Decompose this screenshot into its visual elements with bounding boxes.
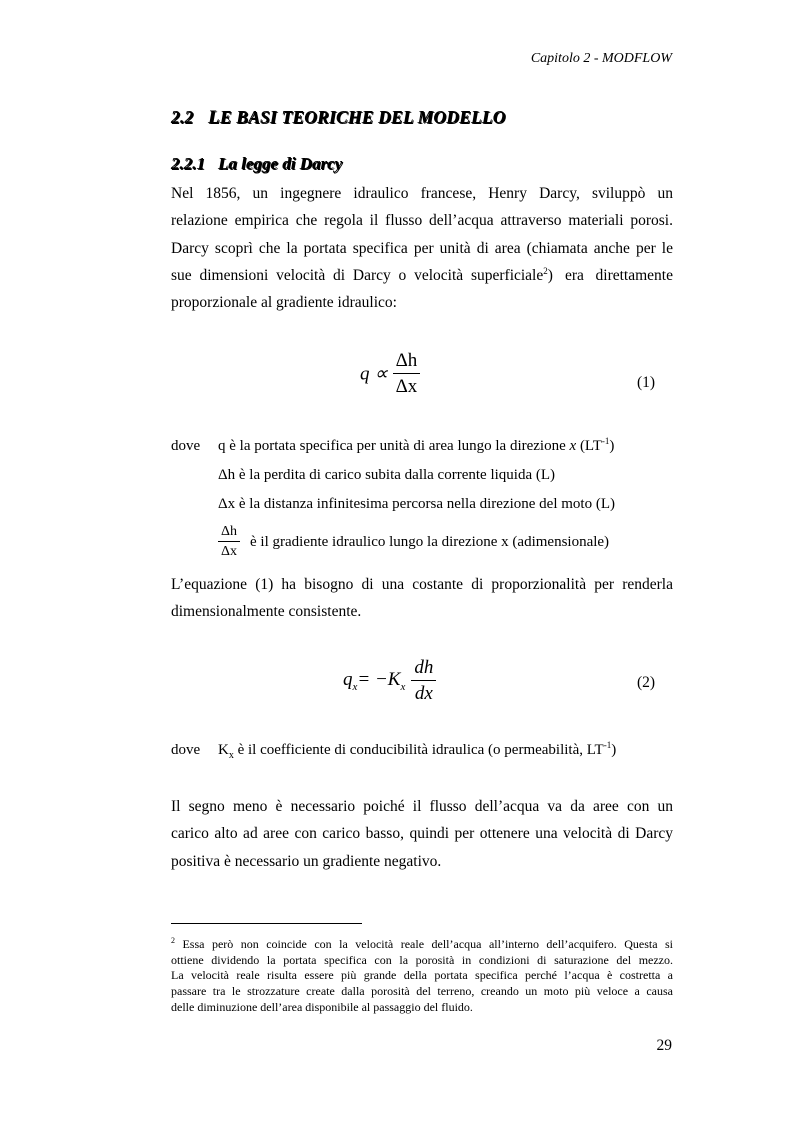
definition-k <box>218 742 616 761</box>
definition-q-text: q è la portata specifica per unità di area lungo la direzione <box>218 438 570 454</box>
word: era <box>565 266 584 284</box>
section-title <box>171 107 506 129</box>
word: superficiale$^2$) <box>470 265 553 284</box>
paragraph-line: Il segno meno è necessario poiché il flusso dell’acqua va da aree con un <box>171 798 673 815</box>
equation-2-mid: = $-K_x$ <box>357 669 406 693</box>
equation-2-number: (2) <box>637 674 656 691</box>
footnote-line: La velocità reale risulta essere più grande della portata specifica perché l’acqua è costretta a <box>171 968 673 983</box>
equation-2-numerator: dh <box>411 657 436 681</box>
paragraph-line: Nel 1856, un ingegnere idraulico francese, Henry Darcy, sviluppò un <box>171 185 673 202</box>
definition-q-close: ) <box>609 438 615 454</box>
equation-1-fraction <box>393 350 421 398</box>
word: sue <box>171 266 192 284</box>
definition-k-close: ) <box>611 742 617 758</box>
definitions-1-label: dove <box>171 438 201 454</box>
definition-k-text: è il coefficiente di conducibilità idraulica (o permeabilità, LT <box>233 742 604 758</box>
definition-gradient-numerator: Δh <box>218 524 240 542</box>
paragraph-line <box>171 262 673 289</box>
definition-q-exp: -1 <box>601 436 610 446</box>
word: velocità <box>276 266 326 284</box>
paragraph-proportionality <box>171 571 673 626</box>
definition-q-var: x <box>569 438 577 454</box>
subsection-title <box>171 154 342 174</box>
equation-1 <box>360 350 420 398</box>
section-number: 2.2 <box>171 107 194 127</box>
paragraph-line-part <box>565 262 673 289</box>
definition-gradient-text: è il gradiente idraulico lungo la direzione x (adimensionale) <box>250 533 610 550</box>
definition-gradient-fraction <box>218 524 240 560</box>
definitions-2-label: dove <box>171 742 201 758</box>
footnote-line: $^2$ Essa però non coincide con la velocità reale dell’acqua all’interno dell’acquifero. Questa si <box>171 936 673 951</box>
section-title-initial: L <box>208 107 220 128</box>
equation-2 <box>343 657 436 705</box>
equation-2-lhs: $q_x$ <box>343 669 358 693</box>
equation-2-lhs-sub: x <box>352 680 358 693</box>
equation-2-fraction <box>411 657 436 705</box>
word: dimensioni <box>199 266 269 284</box>
definition-gradient <box>218 524 609 560</box>
footnote-marker: 2 <box>171 936 175 945</box>
equation-2-mid-sub: x <box>400 680 406 693</box>
paragraph-darcy-intro <box>171 180 673 316</box>
paragraph-line: L’equazione (1) ha bisogno di una costante di proporzionalità per renderla <box>171 576 673 593</box>
word: velocità <box>414 266 464 284</box>
footnote-line: passare tra le strozzature create dalla porosità del terreno, creando un moto più veloce a causa <box>171 984 673 999</box>
footnote-ref[interactable]: 2 <box>543 265 548 276</box>
paragraph-line: proporzionale al gradiente idraulico: <box>171 294 397 312</box>
footnote <box>171 937 673 1016</box>
page-number: 29 <box>656 1037 672 1054</box>
definition-q <box>218 438 614 455</box>
equation-2-denominator: dx <box>414 683 433 704</box>
paragraph-line-part <box>171 262 553 289</box>
word: Darcy <box>352 266 391 284</box>
word: direttamente <box>595 266 673 284</box>
equation-1-numerator: Δh <box>393 350 421 374</box>
definition-dx: Δx è la distanza infinitesima percorsa nella direzione del moto (L) <box>218 496 615 512</box>
equation-1-denominator: Δx <box>395 376 418 397</box>
definition-gradient-denominator: Δx <box>221 544 238 559</box>
section-title-text: E BASI TEORICHE DEL MODELLO <box>219 107 506 127</box>
paragraph-minus-sign <box>171 793 673 875</box>
paragraph-line: dimensionalmente consistente. <box>171 603 362 621</box>
paragraph-line: positiva è necessario un gradiente negativo. <box>171 852 442 870</box>
word: o <box>398 266 407 284</box>
equation-1-number: (1) <box>637 374 656 391</box>
paragraph-line: Darcy scoprì che la portata specifica per unità di area (chiamata anche per le <box>171 239 673 257</box>
definition-k-sub: x <box>228 750 234 761</box>
definition-k-exp: -1 <box>603 740 612 750</box>
subsection-number: 2.2.1 <box>171 154 205 173</box>
paragraph-line: relazione empirica che regola il flusso dell’acqua attraverso materiali porosi. <box>171 212 673 230</box>
definition-dh: Δh è la perdita di carico subita dalla corrente liquida (L) <box>218 467 556 483</box>
definition-k-symbol: K <box>218 742 229 758</box>
footnote-separator <box>171 923 362 924</box>
footnote-line: delle diminuzione dell’area disponibile al passaggio del fluido. <box>171 999 473 1014</box>
subsection-title-text: La legge di Darcy <box>218 154 343 173</box>
word: di <box>333 266 346 284</box>
definition-q-unit: (LT <box>576 438 602 454</box>
footnote-line: ottiene dividendo la portata specifica con la porosità in condizioni di saturazione del mezzo. <box>171 952 673 967</box>
equation-1-lhs: q ∝ <box>360 363 388 385</box>
running-header: Capitolo 2 - MODFLOW <box>530 51 672 66</box>
paragraph-line: carico alto ad aree con carico basso, quindi per ottenere una velocità di Darcy <box>171 825 673 843</box>
